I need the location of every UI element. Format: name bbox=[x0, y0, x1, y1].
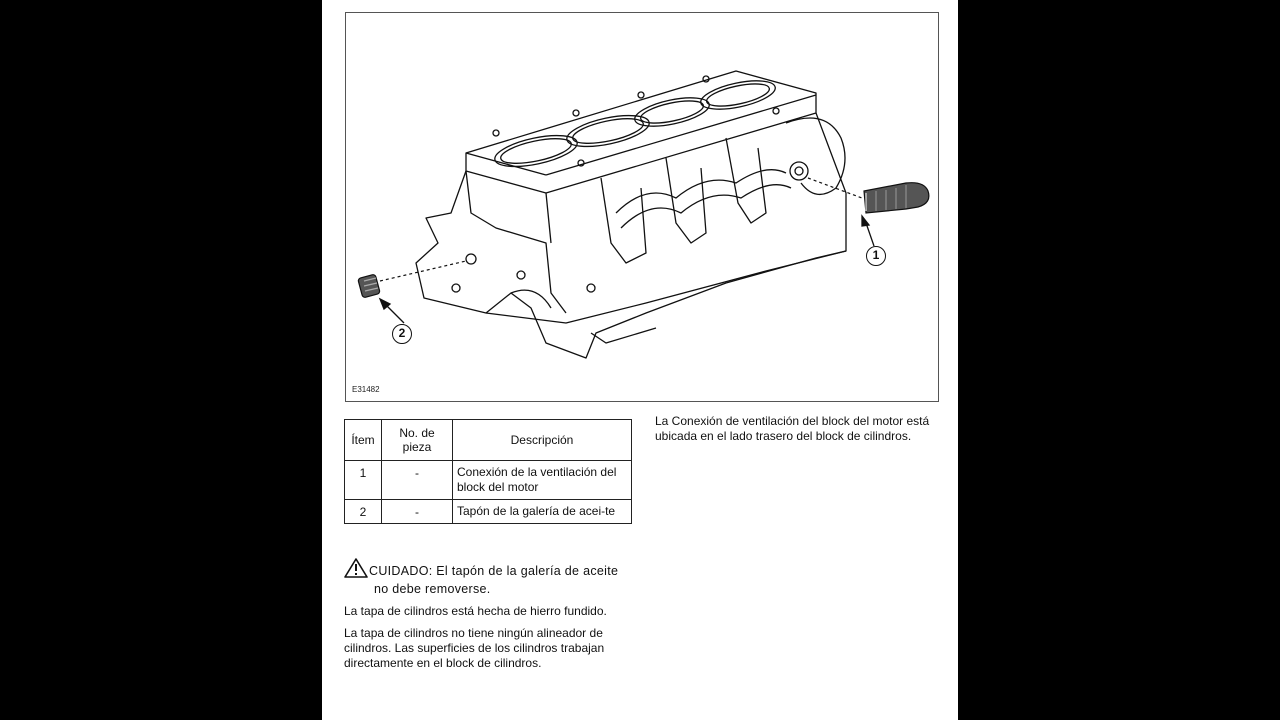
row-description: Conexión de la ventilación del block del motor bbox=[453, 461, 632, 500]
paragraph-cylinder-liners: La tapa de cilindros no tiene ningún alineador de cilindros. Las superficies de los cilindros trabajan directamente en el block de cilindros. bbox=[344, 626, 605, 670]
caution-text-line2: no debe removerse. bbox=[374, 582, 491, 596]
callout-2: 2 bbox=[392, 324, 412, 344]
header-description: Descripción bbox=[453, 420, 632, 461]
caution-text-line1: CUIDADO: El tapón de la galería de aceite bbox=[369, 564, 619, 578]
paragraph-material: La tapa de cilindros está hecha de hierro fundido. bbox=[344, 604, 607, 618]
row-item: 1 bbox=[345, 461, 382, 500]
table-row bbox=[345, 461, 632, 500]
manual-page bbox=[322, 0, 958, 720]
row-part: - bbox=[382, 461, 453, 500]
row-item: 2 bbox=[345, 500, 382, 524]
table-row bbox=[345, 500, 632, 524]
header-part-number: No. de pieza bbox=[382, 420, 453, 461]
caution-note bbox=[344, 558, 634, 597]
callout-1: 1 bbox=[866, 246, 886, 266]
figure-code: E31482 bbox=[352, 385, 380, 394]
engine-block-drawing bbox=[346, 13, 939, 402]
row-description: Tapón de la galería de acei-te bbox=[453, 500, 632, 524]
engine-block-illustration bbox=[345, 12, 939, 402]
warning-triangle-icon bbox=[344, 558, 368, 582]
header-item: Ítem bbox=[345, 420, 382, 461]
table-header-row bbox=[345, 420, 632, 461]
breather-location-text: La Conexión de ventilación del block del motor está ubicada en el lado trasero del block de cilindros. bbox=[655, 414, 930, 443]
parts-table bbox=[344, 419, 632, 524]
row-part: - bbox=[382, 500, 453, 524]
